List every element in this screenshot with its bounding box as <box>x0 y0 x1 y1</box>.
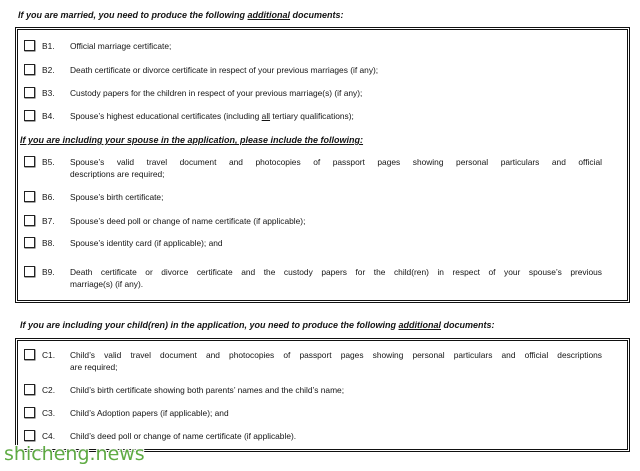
checkbox-b9[interactable] <box>24 266 35 277</box>
checkbox-c1[interactable] <box>24 349 35 360</box>
item-code: B9. <box>42 267 55 277</box>
item-text: Spouse’s identity card (if applicable); and <box>70 238 223 248</box>
item-text-line-1: Death certificate or divorce certificate and the custody papers for the child(ren) in respect of your spouse’s previous <box>70 267 602 277</box>
item-text: Spouse’s deed poll or change of name certificate (if applicable); <box>70 216 306 226</box>
children-heading-emphasis: additional <box>398 320 442 330</box>
item-text-pre: Spouse’s highest educational certificates (including <box>70 111 262 121</box>
checklist-item-c4 <box>0 430 640 442</box>
children-heading-pre: If you are including your child(ren) in the application, you need to produce the following <box>20 320 399 330</box>
checkbox-b3[interactable] <box>24 87 35 98</box>
item-code: B5. <box>42 157 55 167</box>
watermark: shicheng.news <box>4 443 145 465</box>
checkbox-b7[interactable] <box>24 215 35 226</box>
checklist-item-b4 <box>0 110 640 122</box>
checklist-item-c2 <box>0 384 640 396</box>
spouse-subheading: If you are including your spouse in the application, please include the following: <box>20 135 364 145</box>
item-code: C3. <box>42 408 56 418</box>
checkbox-b2[interactable] <box>24 64 35 75</box>
item-text-line-1: Spouse’s valid travel document and photocopies of passport pages showing personal particulars and official <box>70 157 602 167</box>
checkbox-c4[interactable] <box>24 430 35 441</box>
item-code: B1. <box>42 41 55 51</box>
item-code: B2. <box>42 65 55 75</box>
checkbox-c3[interactable] <box>24 407 35 418</box>
checklist-item-c3 <box>0 407 640 419</box>
item-text-line-1: Child’s valid travel document and photocopies of passport pages showing personal particulars and official descriptions <box>70 350 602 360</box>
children-heading-post: documents: <box>441 320 495 330</box>
checklist-item-b3 <box>0 87 640 99</box>
checklist-item-b1 <box>0 40 640 52</box>
checklist-item-b6 <box>0 191 640 203</box>
item-code: B6. <box>42 192 55 202</box>
item-text-emphasis: all <box>261 111 271 121</box>
checklist-item-b7 <box>0 215 640 227</box>
item-code: B3. <box>42 88 55 98</box>
checkbox-b4[interactable] <box>24 110 35 121</box>
item-text: Child’s Adoption papers (if applicable); and <box>70 408 229 418</box>
checklist-item-b5 <box>0 156 640 180</box>
item-text-post: tertiary qualifications); <box>270 111 354 121</box>
item-text-line-2: descriptions are required; <box>70 169 165 179</box>
item-text-line-2: are required; <box>70 362 118 372</box>
checkbox-b1[interactable] <box>24 40 35 51</box>
checkbox-b5[interactable] <box>24 156 35 167</box>
married-heading-emphasis: additional <box>247 10 291 20</box>
item-code: C2. <box>42 385 56 395</box>
item-code: C4. <box>42 431 56 441</box>
checkbox-c2[interactable] <box>24 384 35 395</box>
checklist-item-b9 <box>0 266 640 290</box>
item-text: Child’s birth certificate showing both parents’ names and the child’s name; <box>70 385 345 395</box>
item-text: Spouse’s birth certificate; <box>70 192 164 202</box>
item-text: Official marriage certificate; <box>70 41 172 51</box>
checkbox-b8[interactable] <box>24 237 35 248</box>
item-code: C1. <box>42 350 56 360</box>
item-text-line-2: marriage(s) (if any). <box>70 279 144 289</box>
item-text: Custody papers for the children in respect of your previous marriage(s) (if any); <box>70 88 363 98</box>
item-code: B8. <box>42 238 55 248</box>
checklist-item-b2 <box>0 64 640 76</box>
item-text <box>70 110 354 122</box>
married-heading-pre: If you are married, you need to produce the following <box>18 10 248 20</box>
item-code: B7. <box>42 216 55 226</box>
item-text: Death certificate or divorce certificate in respect of your previous marriages (if any); <box>70 65 379 75</box>
married-section-heading <box>18 9 344 21</box>
checkbox-b6[interactable] <box>24 191 35 202</box>
children-section-heading <box>20 319 495 331</box>
checklist-item-b8 <box>0 237 640 249</box>
item-text: Child’s deed poll or change of name certificate (if applicable). <box>70 431 297 441</box>
item-code: B4. <box>42 111 55 121</box>
married-heading-post: documents: <box>290 10 344 20</box>
checklist-item-c1 <box>0 349 640 373</box>
